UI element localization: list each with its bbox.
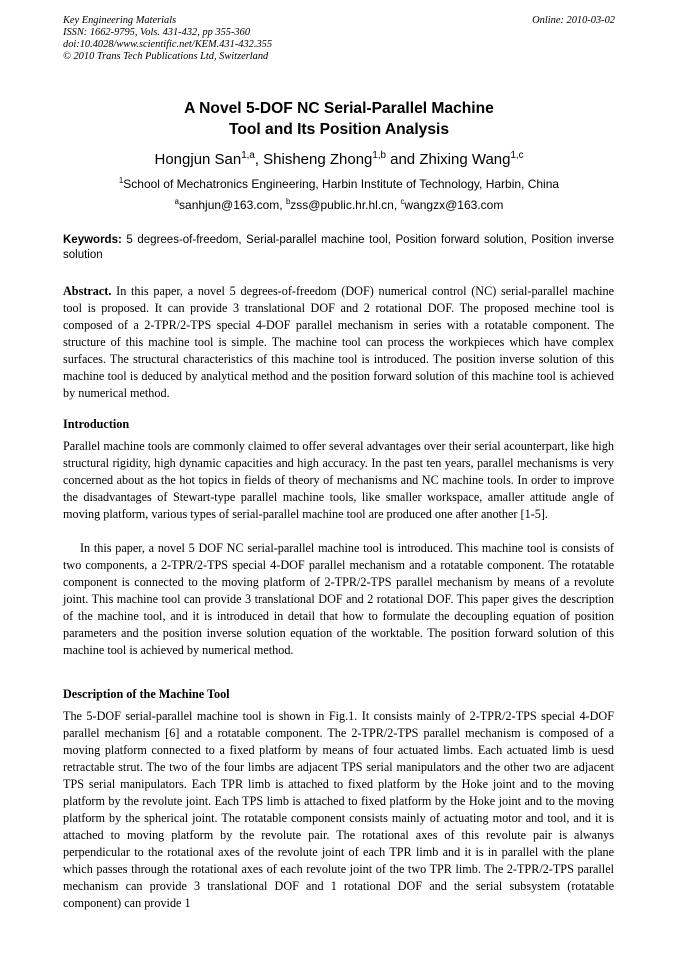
issn-line: ISSN: 1662-9795, Vols. 431-432, pp 355-360 <box>63 27 251 38</box>
introduction-paragraph-2: In this paper, a novel 5 DOF NC serial-parallel machine tool is introduced. This machine tool is consists of two components, a 2-TPR/2-TPS special 4-DOF parallel mechanism and a rotatable component. The rotatable component is connected to the moving platform of 2-TPR/2-TPS parallel mechanism by means of a revolute joint. This machine tool can provide 3 translational DOF and 2 rotational DOF. This paper gives the description of the machine tool, and it is introduced in detail that how to formulate the decoupling equation of position parameters and the position inverse solution equation of the worktable. The position forward solution of this machine tool is achieved by numerical method. <box>63 541 614 657</box>
author-3-sup: 1,c <box>510 150 524 161</box>
description-paragraph-1: The 5-DOF serial-parallel machine tool is shown in Fig.1. It consists mainly of 2-TPR/2-TPS special 4-DOF parallel mechanism [6] and a rotatable component. The 2-TPR/2-TPS parallel mechanism is composed of a moving platform connected to a fixed platform by means of four actuated limbs. Each actuated limb is uesd retractable strut. The two of the four limbs are adjacent TPS serial manipulators and the other two are adjacent TPS serial manipulators. Each TPR limb is attached to fixed platform by the Hoke joint and to the moving platform by the revolute joint. Each TPS limb is attached to fixed platform by the Hoke joint and to the moving platform by the spherical joint. The rotatable component consists mainly of actuating motor and tool, and it is attached to moving platform by the revolute pair. The rotational axes of this revolute pair is alwanys perpendicular to the rotational axes of the revolute joint of each TPR limb and it is in parallel with the plane which passes through the rotational axes of each revolute joint of the two TPR limb. The 2-TPR/2-TPS parallel mechanism can provide 3 translational DOF and 1 rotational DOF and the serial subsystem (rotatable component) can provide 1 <box>63 709 614 910</box>
affiliation-sup: 1 <box>118 176 124 185</box>
section-heading-introduction: Introduction <box>63 417 130 431</box>
author-1: Hongjun San <box>154 151 242 168</box>
email-sup: c <box>400 197 405 206</box>
email-c: wangzx@163.com <box>404 198 504 212</box>
author-list <box>63 150 615 170</box>
author-3: Zhixing Wang <box>419 151 511 168</box>
abstract-text: In this paper, a novel 5 degrees-of-freedom (DOF) numerical control (NC) serial-parallel machine tool is proposed. It can provide 3 translational DOF and 2 rotational DOF. The proposed mechine tool is composed of a 2-TPR/2-TPS special 4-DOF parallel mechanism in series with a rotatable component. The structure of this machine tool is simple. The machine tool can process the workpieces which have complex surfaces. The structural characteristics of this machine tool is introduced. The position inverse solution of this machine tool is deduced by analytical method and the position forward solution of this machine tool is achieved by numerical method. <box>63 284 614 400</box>
email-b: zss@public.hr.hl.cn, <box>290 198 401 212</box>
author-2-sup: 1,b <box>372 150 386 161</box>
email-sup: b <box>285 197 291 206</box>
author-emails <box>63 197 615 213</box>
keywords <box>63 233 614 262</box>
journal-header <box>63 15 272 63</box>
keywords-label: Keywords: <box>63 234 122 246</box>
abstract-label: Abstract. <box>63 284 112 298</box>
author-separator: and <box>385 151 420 168</box>
introduction-paragraph-1: Parallel machine tools are commonly claimed to offer several advantages over their serial acounterpart, like high structural rigidity, high dynamic capacities and high accuracy. In the past ten years, parallel mechanisms is very concerned about as the hot topics in fields of theory of mechanisms and NC machine tools. In order to improve the disadvantages of Stewart-type parallel machine tools, like smaller workspace, amaller attitude angle of moving platform, various types of serial-parallel machine tool are produced one after another [1-5]. <box>63 439 614 521</box>
abstract <box>63 283 614 402</box>
email-a: sanhjun@163.com, <box>179 198 286 212</box>
title-line-1: A Novel 5-DOF NC Serial-Parallel Machine <box>184 100 494 117</box>
section-heading-description: Description of the Machine Tool <box>63 687 230 701</box>
copyright-line: © 2010 Trans Tech Publications Ltd, Switzerland <box>63 51 269 62</box>
keywords-text: 5 degrees-of-freedom, Serial-parallel machine tool, Position forward solution, Position inverse solution <box>63 234 614 261</box>
author-1-sup: 1,a <box>241 150 255 161</box>
journal-name: Key Engineering Materials <box>63 15 177 26</box>
paper-title <box>63 98 615 140</box>
author-separator: , <box>254 151 264 168</box>
title-line-2: Tool and Its Position Analysis <box>228 121 450 138</box>
doi-line: doi:10.4028/www.scientific.net/KEM.431-432.355 <box>63 39 273 50</box>
affiliation <box>63 176 615 192</box>
online-date: Online: 2010-03-02 <box>532 15 615 26</box>
email-sup: a <box>174 197 180 206</box>
author-2: Shisheng Zhong <box>263 151 373 168</box>
affiliation-text: School of Mechatronics Engineering, Harbin Institute of Technology, Harbin, China <box>123 177 560 191</box>
